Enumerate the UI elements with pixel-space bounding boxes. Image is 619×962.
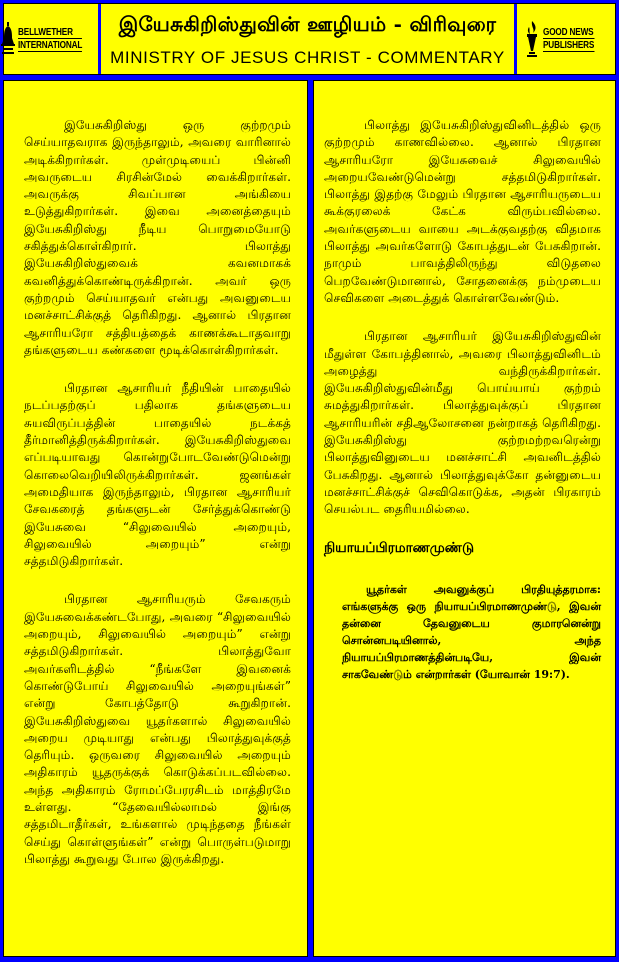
- right-paragraph-1: பிலாத்து இயேசுகிறிஸ்துவினிடத்தில் ஒரு குற்றமும் காணவில்லை. ஆனால் பிரதான ஆசாரியரோ இயேசுவைச் சிலுவையில் அறையவேண்டுமென்று சத்தமிடுகிறார்கள். பிலாத்து இதற்கு மேலும் பிரதான ஆசாரியருடைய கூக்குரலைக் கேட்க விரும்பவில்லை. அவர்களுடைய வாயை அடக்குவதற்கு விதமாக பிலாத்து அவர்களோடு கோபத்துடன் பேசுகிறான். நாமும் பாவத்திலிருந்து விடுதலை பெறவேண்டுமானால், சோதனைக்கு நம்முடைய செவிகளை அடைத்துக் கொள்ளவேண்டும்.: [324, 118, 601, 305]
- left-paragraph-1: இயேசுகிறிஸ்து ஒரு குற்றமும் செய்யாதவராக இருந்தாலும், அவரை வாரினால் அடிக்கிறார்கள். முள்முடியைப் பின்னி அவருடைய சிரசின்மேல் வைக்கிறார்கள். அவருக்கு சிவப்பான அங்கியை உடுத்துகிறார்கள். இவை அனைத்தையும் இயேசுகிறிஸ்து நீடிய பொறுமையோடு சகித்துக்கொள்கிறார். பிலாத்து இயேசுகிறிஸ்துவைக் கவனமாகக் கவனித்துக்கொண்டிருக்கிறான். அவர் ஒரு குற்றமும் செய்யாதவர் என்பது அவனுடைய மனச்சாட்சிக்குத் தெரிகிறது. ஆனால் பிரதான ஆசாரியரோ சத்தியத்தைக் காணக்கூடாதவாறு தங்களுடைய கண்களை மூடிக்கொள்கிறார்கள்.: [24, 118, 291, 357]
- right-column-content: [324, 117, 601, 683]
- page-title-english: MINISTRY OF JESUS CHRIST - COMMENTARY: [110, 48, 505, 67]
- bellwether-logo-line1: BELLWETHER: [18, 26, 82, 39]
- page-title-tamil: இயேசுகிறிஸ்துவின் ஊழியம் - விரிவுரை: [118, 12, 497, 36]
- bell-icon: [1, 22, 15, 56]
- left-paragraph-2: பிரதான ஆசாரியர் நீதியின் பாதையில் நடப்பதற்குப் பதிலாக தங்களுடைய சுயவிருப்பத்தின் பாதையில் நடக்கத் தீர்மானித்திருக்கிறார்கள். இயேசுகிறிஸ்துவை எப்படியாவது கொன்றுபோடவேண்டுமென்று கொலைவெறியிலிருக்கிறார்கள். ஜனங்கள் அமைதியாக இருந்தாலும், பிரதான ஆசாரியர் சேவகரைத் தங்களுடன் சேர்த்துக்கொண்டு இயேசுவை “சிலுவையில் அறையும், சிலுவையில் அறையும்” என்று சத்தமிடுகிறார்கள்.: [24, 381, 291, 569]
- scripture-quote: யூதர்கள் அவனுக்குப் பிரதியுத்தரமாக: எங்களுக்கு ஒரு நியாயப்பிரமாணமுண்டு, இவன் தன்னை தேவனுடைய குமாரனென்று சொன்னபடியினால், அந்த நியாயப்பிரமாணத்தின்படியே, இவன் சாகவேண்டும் என்றார்கள் (யோவான் 19:7).: [342, 582, 601, 681]
- left-column: [3, 80, 308, 957]
- left-column-content: [24, 117, 291, 889]
- good-news-logo-text: [543, 26, 594, 52]
- title-block: [101, 4, 514, 74]
- torch-icon: [524, 21, 540, 57]
- good-news-logo-line1: GOOD NEWS: [542, 26, 594, 38]
- right-column: [313, 80, 616, 957]
- good-news-logo: [514, 4, 615, 74]
- bellwether-logo-text: [18, 26, 82, 52]
- bellwether-logo: [4, 4, 101, 74]
- section-heading: நியாயப்பிரமாணமுண்டு: [324, 539, 475, 556]
- bellwether-logo-line2: INTERNATIONAL: [18, 39, 83, 51]
- right-paragraph-2: பிரதான ஆசாரியர் இயேசுகிறிஸ்துவின் மீதுள்ள கோபத்தினால், அவரை பிலாத்துவினிடம் அழைத்து வந்திருக்கிறார்கள். இயேசுகிறிஸ்துவின்மீது பொய்யாய் குற்றம் சுமத்துகிறார்கள். பிலாத்துவுக்குப் பிரதான ஆசாரியரின் சதிஆலோசனை நன்றாகத் தெரிகிறது. இயேசுகிறிஸ்து குற்றமற்றவரென்று பிலாத்துவினுடைய மனச்சாட்சி அவனிடத்தில் பேசுகிறது. ஆனால் பிலாத்துவுக்கோ தன்னுடைய மனச்சாட்சிக்குச் செவிகொடுக்க, அதன் பிரகாரம் செயல்பட தைரியமில்லை.: [324, 329, 601, 517]
- header-banner: [3, 3, 616, 75]
- left-paragraph-3: பிரதான ஆசாரியரும் சேவகரும் இயேசுவைக்கண்டபோது, அவரை “சிலுவையில் அறையும், சிலுவையில் அறையும்” என்று சத்தமிடுகிறார்கள். பிலாத்துவோ அவர்களிடத்தில் “நீங்களே இவனைக் கொண்டுபோய் சிலுவையில் அறையுங்கள்” என்று கோபத்தோடு கூறுகிறான். இயேசுகிறிஸ்துவை யூதர்களால் சிலுவையில் அறைய முடியாது என்பது பிலாத்துவுக்குத் தெரியும். ஒருவரை சிலுவையில் அறையும் அதிகாரம் யூதருக்குக் கொடுக்கப்படவில்லை. அந்த அதிகாரம் ரோமப்பேரரசிடம் மாத்திரமே உள்ளது. “தேவையில்லாமல் இங்கு சத்தமிடாதீர்கள், உங்களால் முடிந்ததை நீங்கள் செய்து கொள்ளுங்கள்” என்று பொருள்படுமாறு பிலாத்து கூறுவது போல இருக்கிறது.: [24, 592, 291, 866]
- good-news-logo-line2: PUBLISHERS: [542, 39, 594, 51]
